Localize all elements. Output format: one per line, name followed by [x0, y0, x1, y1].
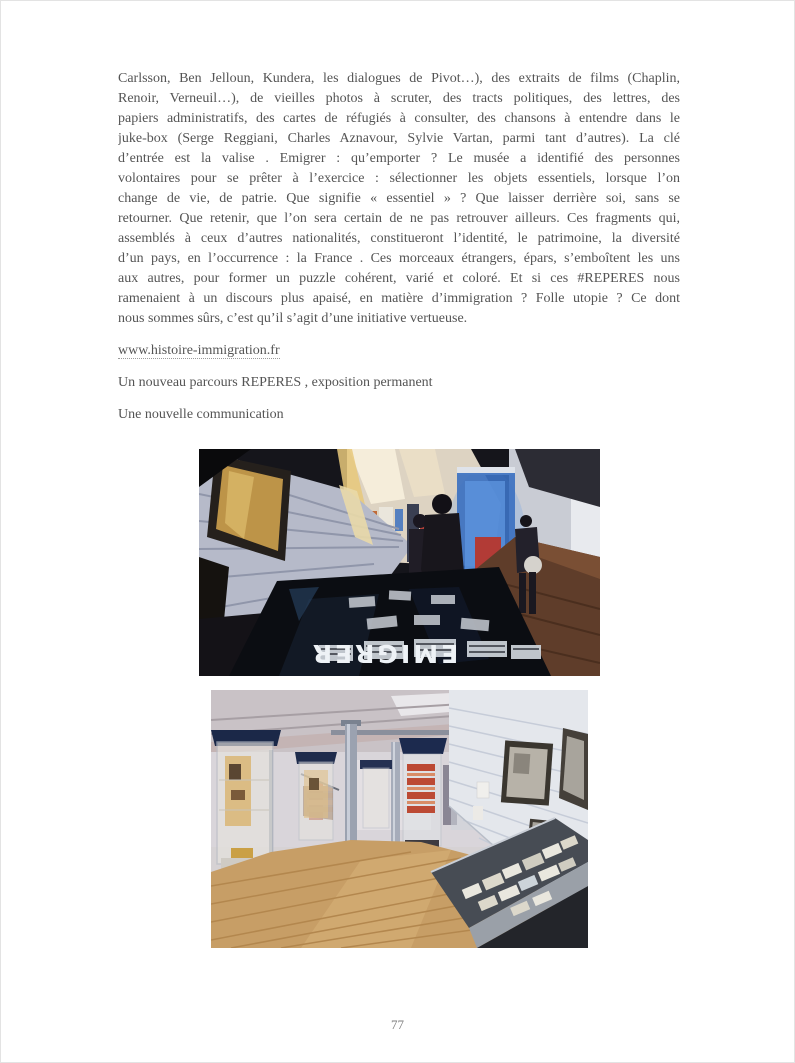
paragraph-line: papiers administratifs, des cartes de réfugiés à consulter, des chansons à entendre dans le: [118, 111, 680, 126]
page-number: 77: [391, 1017, 404, 1032]
photo1-right-visitor-leg: [519, 573, 526, 613]
paragraph-line: change de vie, de patrie. Que signifie « essentiel » ? Que laisser derrière soi, sans se: [118, 191, 680, 206]
paragraph-line: retourner. Que retenir, que l’on sera certain de ne pas retrouver ailleurs. Ces fragments qui,: [118, 211, 680, 226]
museum-gallery-photo-art: [211, 690, 588, 948]
photo2-vitrine-left: [211, 730, 281, 872]
museum-corridor-photo: [199, 449, 600, 676]
photo1-visitor1-head: [432, 494, 452, 514]
photo2-red-display-case: [399, 738, 447, 850]
photo2-vitrine-small: [360, 760, 392, 828]
emigrer-floor-text: EMIGRER: [309, 639, 458, 668]
paragraph-line: volontaires pour se prêter à l’exercice : sélectionner les objets essentiels, lorsque l’on: [118, 171, 680, 186]
paragraph-line: d’entrée est la valise . Emigrer : qu’emporter ? Le musée a identifié des personnes: [118, 151, 680, 166]
subheading-parcours-reperes: Un nouveau parcours REPERES , exposition permanent: [118, 375, 433, 390]
paragraph-line: nous sommes sûrs, c’est qu’il s’agit d’une initiative vertueuse.: [118, 311, 468, 326]
paragraph-line: aux autres, pour former un puzzle cohérent, varié et coloré. Et si ces #REPERES nous: [118, 271, 680, 286]
paragraph-line: Carlsson, Ben Jelloun, Kundera, les dialogues de Pivot…), des extraits de films (Chaplin,: [118, 71, 680, 86]
photo1-white-bag: [524, 556, 542, 574]
paragraph-line: ramenaient à un discours plus apaisé, en matière d’immigration ? Folle utopie ? Ce dont: [118, 291, 680, 306]
paragraph-line: assemblés à ceux d’autres nationalités, constitueront l’identité, le patrimoine, la diversité: [118, 231, 680, 246]
website-link[interactable]: www.histoire-immigration.fr: [118, 343, 280, 358]
museum-corridor-photo-art: [199, 449, 600, 676]
museum-gallery-photo: [211, 690, 588, 948]
paragraph-line: d’un pays, en l’occurrence : la France . Ces morceaux étrangers, épars, s’emboîtent les uns: [118, 251, 680, 266]
subheading-nouvelle-communication: Une nouvelle communication: [118, 407, 284, 422]
photo2-vitrine-mid: [295, 752, 337, 840]
body-text-block: [118, 69, 680, 948]
paragraph-line: juke-box (Serge Reggiani, Charles Aznavour, Sylvie Vartan, parmi tant d’autres). La clé: [118, 131, 680, 146]
photo1-right-visitor-head: [520, 515, 532, 527]
paragraph-line: Renoir, Verneuil…), de vieilles photos à scruter, des tracts politiques, des lettres, des: [118, 91, 680, 106]
photo1-right-visitor-leg: [529, 572, 536, 614]
website-line: [118, 341, 680, 361]
